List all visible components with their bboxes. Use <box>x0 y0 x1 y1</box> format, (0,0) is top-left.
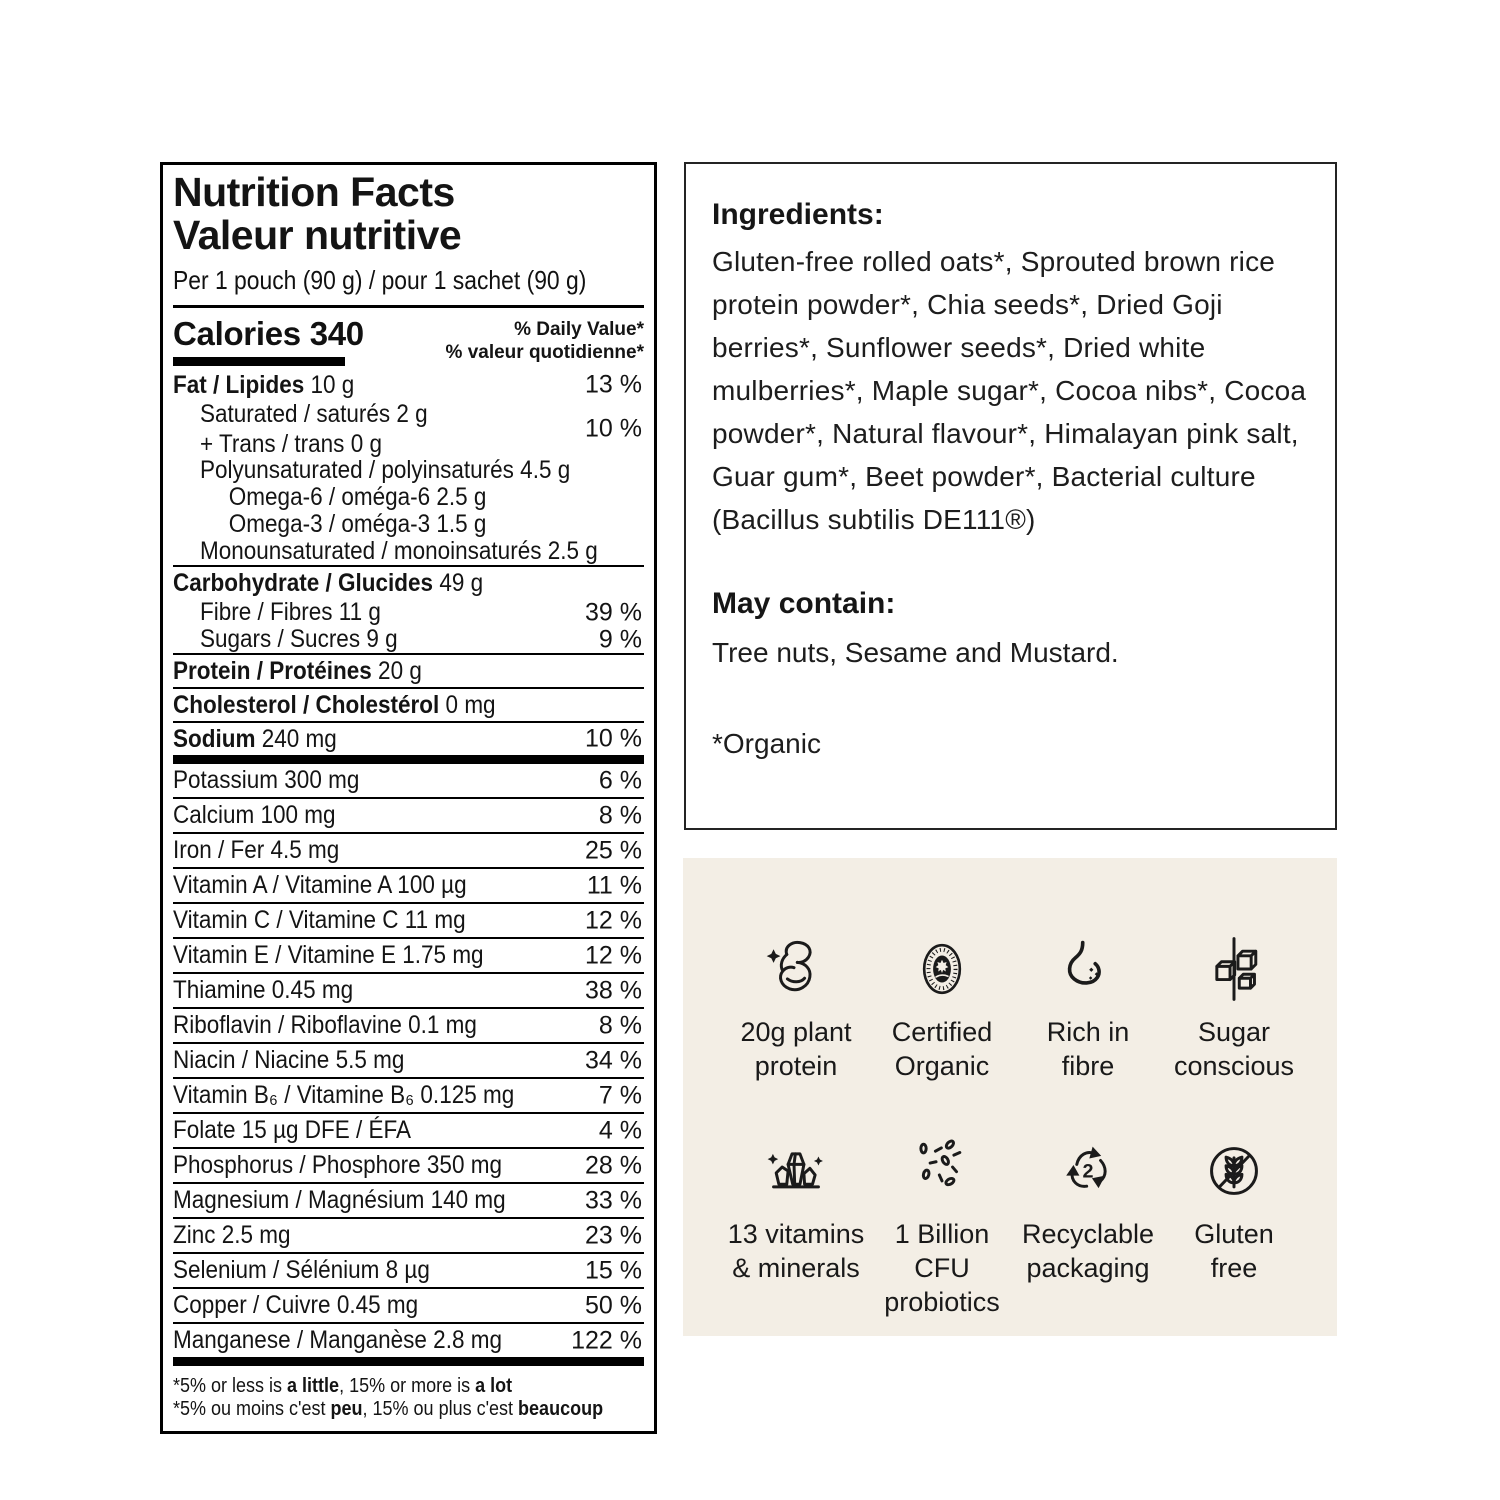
nutrient-row <box>173 1289 644 1324</box>
nutrient-row <box>173 369 644 401</box>
nutrient-row <box>173 457 644 484</box>
nutrient-name: Fat / Lipides <box>173 370 305 399</box>
nutrient-label <box>173 400 428 459</box>
nutrient-label <box>173 1151 502 1180</box>
badge-certified-organic <box>869 936 1015 1084</box>
calories-underline-bar <box>173 357 345 366</box>
nutrient-daily-value: 33 % <box>585 1186 642 1215</box>
nutrient-daily-value: 50 % <box>585 1291 642 1320</box>
calories-row <box>173 308 644 369</box>
badge-label-line2: Organic <box>894 1051 990 1082</box>
nutrient-amount: Manganese / Manganèse 2.8 mg <box>173 1326 502 1355</box>
daily-value-header <box>446 315 644 364</box>
footnote <box>173 1366 644 1421</box>
nutrient-label <box>173 1256 430 1285</box>
nutrient-row <box>173 599 644 626</box>
nutrient-daily-value: 34 % <box>585 1046 642 1075</box>
nutrient-daily-value: 23 % <box>585 1221 642 1250</box>
nutrient-amount: Iron / Fer 4.5 mg <box>173 836 340 865</box>
nutrient-row <box>173 1149 644 1184</box>
nutrient-row <box>173 626 644 655</box>
nutrient-label <box>173 1326 502 1355</box>
nutrient-daily-value: 7 % <box>598 1081 642 1110</box>
badge-label <box>869 1217 1015 1320</box>
daily-value-header-fr: % valeur quotidienne* <box>445 342 644 364</box>
nutrient-name: Protein / Protéines <box>173 656 372 685</box>
nutrient-daily-value: 15 % <box>585 1256 642 1285</box>
nutrient-amount: Calcium 100 mg <box>173 801 336 830</box>
nutrient-daily-value: 12 % <box>585 906 642 935</box>
badge-label-line2: & minerals <box>732 1252 860 1283</box>
nutrient-label <box>173 941 484 970</box>
nutrient-amount: Folate 15 µg DFE / ÉFA <box>173 1116 412 1145</box>
nutrient-amount: 20 g <box>371 656 422 685</box>
badge-label-line1: Certified <box>891 1017 993 1047</box>
footnote-en-part: , 15% or more is <box>339 1375 476 1398</box>
badge-label-line1: 20g plant <box>740 1017 852 1047</box>
nutrient-row <box>173 1254 644 1289</box>
nutrient-daily-value: 11 % <box>586 871 642 900</box>
nutrient-row <box>173 904 644 939</box>
nutrition-facts-panel <box>160 162 657 1434</box>
nutrient-amount: Vitamin B₆ / Vitamine B₆ 0.125 mg <box>173 1081 515 1110</box>
nutrient-row <box>173 538 644 567</box>
nutrient-amount: 49 g <box>433 568 484 597</box>
nutrient-amount: Saturated / saturés 2 g <box>200 399 428 428</box>
organic-footnote: *Organic <box>712 728 821 759</box>
ingredients-text: Gluten-free rolled oats*, Sprouted brown rice protein powder*, Chia seeds*, Dried Goji berries*, Sunflower seeds*, Dried white mulberries*, Maple sugar*, Cocoa nibs*, Cocoa powder*, Natural flavour*, Himalayan pink salt, Guar gum*, Beet powder*, Bacterial culture (Bacillus subtilis DE111®) <box>712 246 1307 535</box>
nutrient-label <box>173 1186 506 1215</box>
nutrient-label <box>173 1011 477 1040</box>
badge-label <box>1047 1015 1130 1084</box>
nutrient-daily-value: 8 % <box>598 1011 642 1040</box>
nutrient-amount: Omega-6 / oméga-6 2.5 g <box>228 483 487 512</box>
nutrient-amount: Magnesium / Magnésium 140 mg <box>173 1186 506 1215</box>
nutrient-daily-value: 28 % <box>585 1151 642 1180</box>
badge-label <box>728 1217 865 1286</box>
nutrient-row <box>173 1184 644 1219</box>
nutrient-label <box>173 766 359 795</box>
nutrient-label <box>173 371 354 400</box>
footnote-fr-part: , 15% ou plus c'est <box>362 1398 519 1421</box>
nutrient-daily-value: 25 % <box>585 836 642 865</box>
footnote-en-bold: a lot <box>475 1375 513 1398</box>
nutrient-amount: Vitamin A / Vitamine A 100 µg <box>173 871 467 900</box>
nutrient-row <box>173 1219 644 1254</box>
nutrition-facts-title <box>173 171 644 256</box>
nutrient-amount: 10 g <box>304 370 355 399</box>
nutrient-name: Carbohydrate / Glucides <box>173 568 434 597</box>
nutrient-daily-value: 12 % <box>585 941 642 970</box>
nutrient-row <box>173 939 644 974</box>
badge-label-line2: free <box>1210 1252 1258 1283</box>
probiotics-icon <box>909 1138 975 1204</box>
nutrient-row <box>173 1079 644 1114</box>
may-contain-text: Tree nuts, Sesame and Mustard. <box>712 637 1119 668</box>
badge-label-line2: protein <box>754 1051 838 1082</box>
nutrient-amount: Riboflavin / Riboflavine 0.1 mg <box>173 1011 477 1040</box>
nutrient-amount: Selenium / Sélénium 8 µg <box>173 1256 430 1285</box>
serving-size-text: Per 1 pouch (90 g) / pour 1 sachet (90 g) <box>173 265 587 296</box>
calories-block <box>173 315 364 366</box>
nutrient-label <box>173 691 496 720</box>
nutrient-amount: Sugars / Sucres 9 g <box>200 625 398 654</box>
badge-label-line2: packaging <box>1026 1252 1150 1283</box>
nutrient-label <box>173 510 486 539</box>
nutrient-row <box>173 869 644 904</box>
nutrient-row <box>173 567 644 599</box>
badge-label <box>1174 1015 1294 1084</box>
badge-probiotics <box>869 1138 1015 1320</box>
nutrient-amount: Omega-3 / oméga-3 1.5 g <box>228 510 487 539</box>
nutrient-row <box>173 689 644 723</box>
ingredients-panel <box>684 162 1337 830</box>
nutrient-row <box>173 1114 644 1149</box>
badge-label-line2: conscious <box>1173 1051 1295 1082</box>
nutrient-amount: Phosphorus / Phosphore 350 mg <box>173 1151 502 1180</box>
nutrient-label <box>173 836 339 865</box>
badge-label <box>892 1015 993 1084</box>
nutrient-amount: Potassium 300 mg <box>173 766 360 795</box>
nutrient-amount: Vitamin C / Vitamine C 11 mg <box>173 906 466 935</box>
nutrient-row <box>173 834 644 869</box>
claims-badge-panel <box>683 858 1337 1336</box>
badge-label-line1: 13 vitamins <box>727 1218 865 1249</box>
nutrient-label <box>173 1081 514 1110</box>
nutrient-amount: Monounsaturated / monoinsaturés 2.5 g <box>200 537 598 566</box>
nutrient-label <box>173 537 598 566</box>
may-contain-title: May contain: <box>712 587 896 620</box>
sugar-cubes-strikethrough-icon <box>1201 936 1267 1002</box>
nutrient-label <box>173 657 422 686</box>
badge-rich-in-fibre <box>1015 936 1161 1084</box>
flexed-arm-icon <box>763 936 829 1002</box>
nutrient-label <box>173 625 398 654</box>
nutrient-label <box>173 1116 411 1145</box>
nutrient-label <box>173 483 486 512</box>
crystals-icon <box>763 1138 829 1204</box>
nutrient-amount: Vitamin E / Vitamine E 1.75 mg <box>173 941 484 970</box>
nutrient-row <box>173 764 644 799</box>
nutrient-label <box>173 569 483 598</box>
nutrient-amount: Fibre / Fibres 11 g <box>200 598 381 627</box>
badge-gluten-free <box>1161 1138 1307 1320</box>
nutrient-daily-value: 13 % <box>585 370 642 399</box>
badge-label-line1: Gluten <box>1194 1218 1274 1249</box>
badge-label-line1: Sugar <box>1197 1017 1271 1047</box>
nutrient-amount: 240 mg <box>255 724 337 753</box>
nutrient-row <box>173 401 644 457</box>
nutrient-row <box>173 1324 644 1366</box>
nutrient-amount: Polyunsaturated / polyinsaturés 4.5 g <box>200 456 571 485</box>
footnote-fr-part: *5% ou moins c'est <box>173 1398 331 1421</box>
serving-size <box>173 265 644 308</box>
footnote-en-bold: a little <box>287 1375 340 1398</box>
nutrient-daily-value: 10 % <box>585 414 642 443</box>
badge-plant-protein <box>723 936 869 1084</box>
nutrient-label <box>173 871 467 900</box>
footnote-en-part: *5% or less is <box>173 1375 288 1398</box>
daily-value-header-en: % Daily Value* <box>514 319 644 341</box>
badge-label-line1: Rich in <box>1046 1017 1130 1047</box>
nutrient-row <box>173 1044 644 1079</box>
nutrient-daily-value: 8 % <box>598 801 642 830</box>
badge-label <box>740 1015 851 1084</box>
ingredients-title: Ingredients: <box>712 198 884 231</box>
footnote-fr-bold: peu <box>330 1398 363 1421</box>
recycle-arrows-icon <box>1055 1138 1121 1204</box>
footnote-en <box>173 1375 644 1398</box>
nutrient-daily-value: 6 % <box>598 766 642 795</box>
nutrient-daily-value: 122 % <box>571 1326 642 1355</box>
nutrition-facts-title-en: Nutrition Facts <box>173 169 455 215</box>
nutrient-row <box>173 974 644 1009</box>
badge-label-line2: probiotics <box>884 1287 1000 1318</box>
nutrient-daily-value: 4 % <box>598 1116 642 1145</box>
nutrient-row <box>173 484 644 511</box>
nutrient-row <box>173 511 644 538</box>
canada-organic-badge-icon <box>909 936 975 1002</box>
footnote-fr-bold: beaucoup <box>518 1398 604 1421</box>
nutrient-label <box>173 1291 418 1320</box>
nutrient-label <box>173 1221 291 1250</box>
nutrient-daily-value: 39 % <box>585 598 642 627</box>
footnote-fr <box>173 1398 644 1421</box>
nutrient-rows <box>173 369 644 1366</box>
badge-grid <box>683 858 1337 1319</box>
nutrient-label <box>173 725 337 754</box>
nutrition-facts-title-fr: Valeur nutritive <box>173 211 462 258</box>
badge-label-line1: 1 Billion CFU <box>894 1218 990 1283</box>
badge-label <box>1194 1217 1274 1286</box>
stomach-icon <box>1055 936 1121 1002</box>
nutrient-amount: Thiamine 0.45 mg <box>173 976 354 1005</box>
badge-sugar-conscious <box>1161 936 1307 1084</box>
nutrient-amount: Copper / Cuivre 0.45 mg <box>173 1291 419 1320</box>
nutrient-name: Sodium <box>173 724 256 753</box>
badge-label-line2: fibre <box>1061 1051 1115 1082</box>
nutrient-label <box>173 976 353 1005</box>
nutrient-amount: Zinc 2.5 mg <box>173 1221 291 1250</box>
nutrient-row <box>173 723 644 764</box>
nutrient-label <box>173 1046 404 1075</box>
nutrient-row <box>173 1009 644 1044</box>
badge-recyclable <box>1015 1138 1161 1320</box>
nutrient-daily-value: 10 % <box>585 724 642 753</box>
badge-vitamins-minerals <box>723 1138 869 1320</box>
nutrient-name: Cholesterol / Cholestérol <box>173 690 440 719</box>
nutrient-row <box>173 799 644 834</box>
nutrient-label <box>173 456 570 485</box>
nutrient-subline: + Trans / trans 0 g <box>200 429 382 458</box>
gluten-free-icon <box>1201 1138 1267 1204</box>
nutrient-label <box>173 906 466 935</box>
nutrient-label <box>173 598 381 627</box>
badge-label-line1: Recyclable <box>1021 1218 1155 1249</box>
resin-code-number: 2 <box>1082 1160 1094 1183</box>
nutrient-row <box>173 655 644 689</box>
nutrient-daily-value: 9 % <box>598 625 642 654</box>
nutrient-label <box>173 801 336 830</box>
nutrient-daily-value: 38 % <box>585 976 642 1005</box>
badge-label <box>1022 1217 1154 1286</box>
nutrient-amount: Niacin / Niacine 5.5 mg <box>173 1046 405 1075</box>
calories-value: Calories 340 <box>173 315 364 353</box>
nutrient-amount: 0 mg <box>439 690 496 719</box>
